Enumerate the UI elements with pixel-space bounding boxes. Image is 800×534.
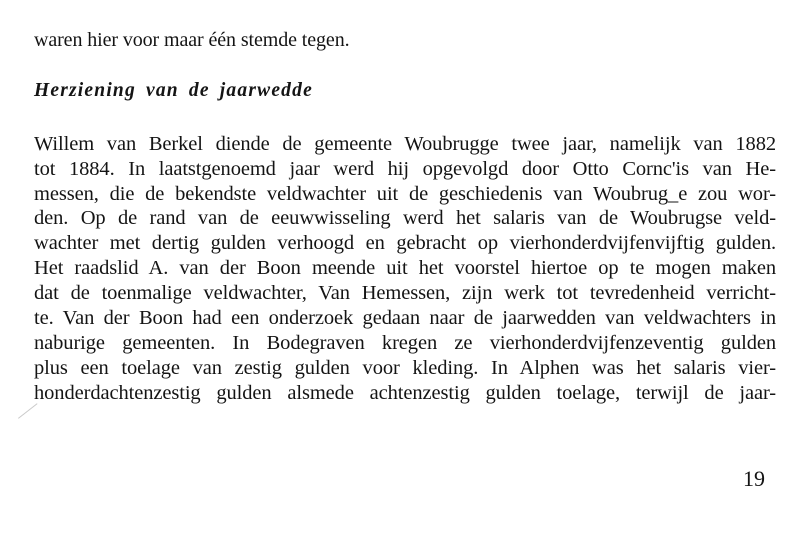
paragraph-line-9: naburige gemeenten. In Bodegraven kregen ze vierhonderdvijfenzeventig gulden xyxy=(34,332,776,354)
paragraph-line-7: dat de toenmalige veldwachter, Van Hemessen, zijn werk tot tevredenheid verricht- xyxy=(34,282,776,304)
paragraph-line-4: den. Op de rand van de eeuwwisseling werd het salaris van de Woubrugse veld- xyxy=(34,207,776,229)
paragraph-line-8: te. Van der Boon had een onderzoek gedaan naar de jaarwedden van veldwachters in xyxy=(34,307,776,329)
continuation-line: waren hier voor maar één stemde tegen. xyxy=(34,29,350,51)
paragraph-line-2: tot 1884. In laatstgenoemd jaar werd hij opgevolgd door Otto Cornc'is van He- xyxy=(34,158,776,180)
paragraph-line-3: messen, die de bekendste veldwachter uit de geschiedenis van Woubrug_e zou wor- xyxy=(34,183,776,205)
paragraph-line-6: Het raadslid A. van der Boon meende uit het voorstel hiertoe op te mogen maken xyxy=(34,257,776,279)
page-number: 19 xyxy=(743,466,765,491)
scan-artifact-mark xyxy=(18,403,50,434)
paragraph-line-5: wachter met dertig gulden verhoogd en gebracht op vierhonderdvijfenvijftig gulden. xyxy=(34,232,776,254)
section-heading: Herziening van de jaarwedde xyxy=(34,80,313,101)
paragraph-line-1: Willem van Berkel diende de gemeente Woubrugge twee jaar, namelijk van 1882 xyxy=(34,133,776,155)
paragraph-line-10: plus een toelage van zestig gulden voor kleding. In Alphen was het salaris vier- xyxy=(34,357,776,379)
paragraph-line-11: honderdachtenzestig gulden alsmede achtenzestig gulden toelage, terwijl de jaar- xyxy=(34,382,776,404)
